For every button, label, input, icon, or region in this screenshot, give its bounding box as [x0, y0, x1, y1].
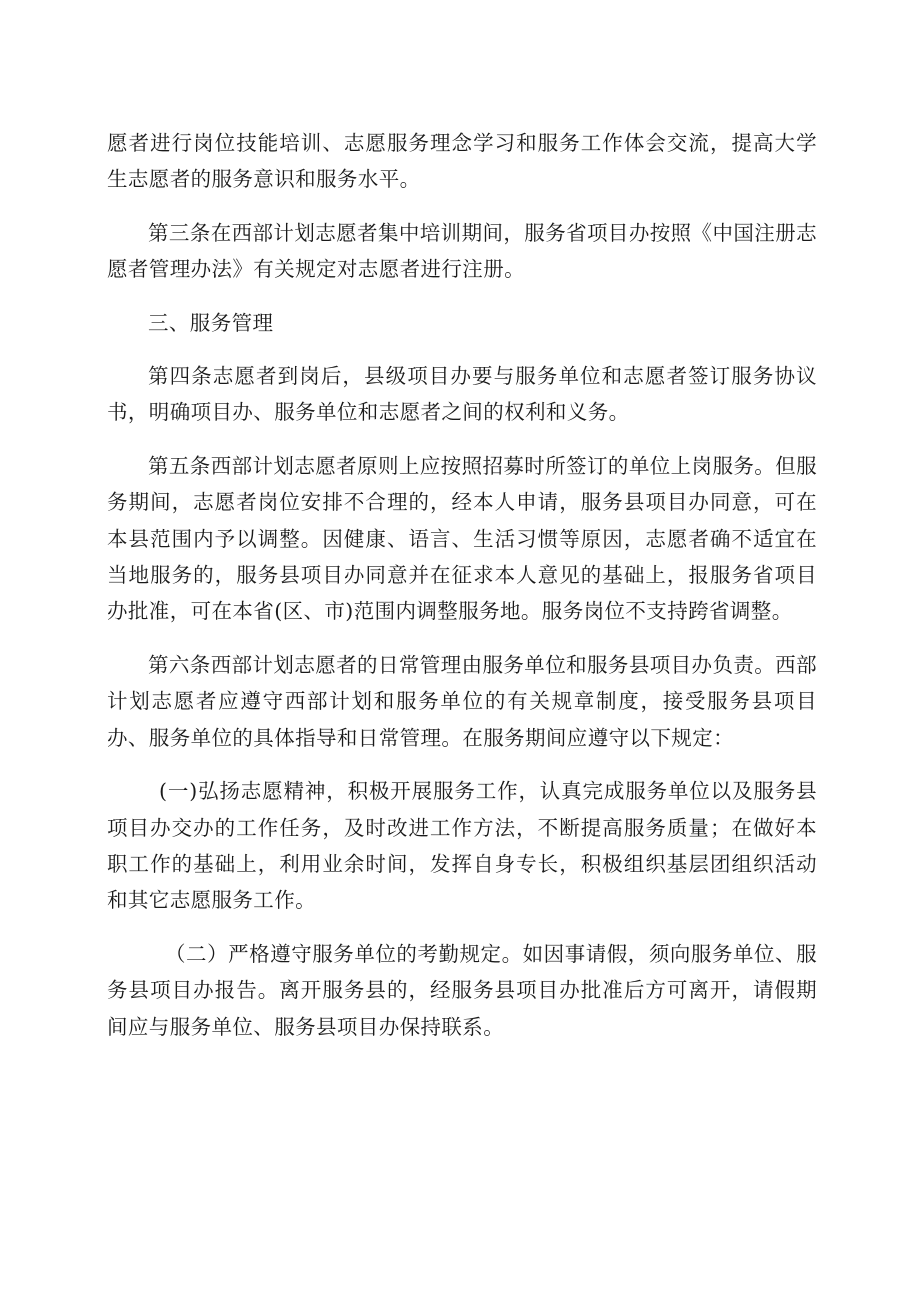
list-item-2: （二）严格遵守服务单位的考勤规定。如因事请假，须向服务单位、服务县项目办报告。离开服务县的，经服务县项目办批准后方可离开，请假期间应与服务单位、服务县项目办保持联系。	[107, 941, 817, 1039]
paragraph-continuation: 愿者进行岗位技能培训、志愿服务理念学习和服务工作体会交流，提高大学生志愿者的服务意识和服务水平。	[107, 131, 817, 192]
paragraph-article-5: 第五条西部计划志愿者原则上应按照招募时所签订的单位上岗服务。但服务期间，志愿者岗位安排不合理的，经本人申请，服务县项目办同意，可在本县范围内予以调整。因健康、语言、生活习惯等原因，志愿者确不适宜在当地服务的，服务县项目办同意并在征求本人意见的基础上，报服务省项目办批准，可在本省(区、市)范围内调整服务地。服务岗位不支持跨省调整。	[107, 453, 817, 624]
document-body	[107, 125, 817, 1062]
section-heading-service-management: 三、服务管理	[148, 310, 274, 335]
list-item-1: (一)弘扬志愿精神，积极开展服务工作，认真完成服务单位以及服务县项目办交办的工作任务，及时改进工作方法，不断提高服务质量；在做好本职工作的基础上，利用业余时间，发挥自身专长，积极组织基层团组织活动和其它志愿服务工作。	[107, 779, 817, 913]
paragraph-article-3: 第三条在西部计划志愿者集中培训期间，服务省项目办按照《中国注册志愿者管理办法》有关规定对志愿者进行注册。	[107, 220, 817, 282]
paragraph-article-6: 第六条西部计划志愿者的日常管理由服务单位和服务县项目办负责。西部计划志愿者应遵守西部计划和服务单位的有关规章制度，接受服务县项目办、服务单位的具体指导和日常管理。在服务期间应遵守以下规定：	[107, 652, 817, 750]
paragraph-article-4: 第四条志愿者到岗后，县级项目办要与服务单位和志愿者签订服务协议书，明确项目办、服务单位和志愿者之间的权利和义务。	[107, 364, 817, 425]
